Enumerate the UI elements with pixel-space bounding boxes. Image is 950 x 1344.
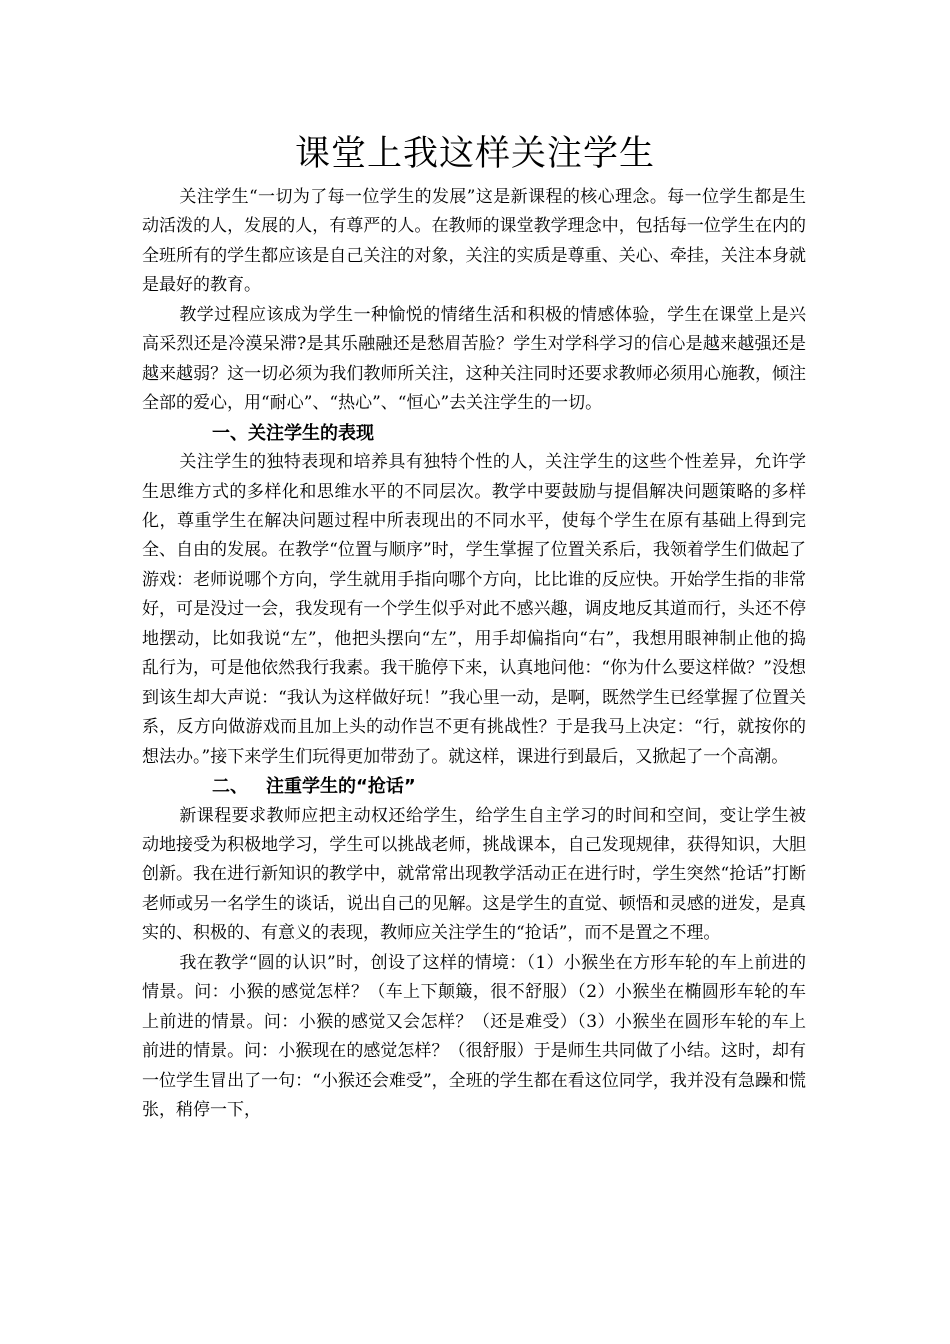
paragraph-teaching-process: 教学过程应该成为学生一种愉悦的情绪生活和积极的情感体验，学生在课堂上是兴高采烈还是冷漠呆滞?是其乐融融还是愁眉苦脸？学生对学科学习的信心是越来越强还是越来越弱？这一切必须为我们教师所关注，这种关注同时还要求教师必须用心施教，倾注全部的爱心，用“耐心”、“热心”、“恒心”去关注学生的一切。 bbox=[142, 304, 806, 414]
section-heading-2-text: 注重学生的“抢话” bbox=[266, 776, 416, 798]
paragraph-student-performance: 关注学生的独特表现和培养具有独特个性的人，关注学生的这些个性差异，允许学生思维方式的多样化和思维水平的不同层次。教学中要鼓励与提倡解决问题策略的多样化，尊重学生在解决问题过程中所表现出的不同水平，使每个学生在原有基础上得到完全、自由的发展。在教学“位置与顺序”时，学生掌握了位置关系后，我领着学生们做起了游戏：老师说哪个方向，学生就用手指向哪个方向，比比谁的反应快。开始学生指的非常好，可是没过一会，我发现有一个学生似乎对此不感兴趣，调皮地反其道而行，头还不停地摆动，比如我说“左”，他把头摆向“左”，用手却偏指向“右”，我想用眼神制止他的捣乱行为，可是他依然我行我素。我干脆停下来，认真地问他：“你为什么要这样做？”没想到该生却大声说：“我认为这样做好玩！”我心里一动，是啊，既然学生已经掌握了位置关系，反方向做游戏而且加上头的动作岂不更有挑战性？于是我马上决定：“行，就按你的想法办。”接下来学生们玩得更加带劲了。就这样，课进行到最后，又掀起了一个高潮。 bbox=[142, 452, 806, 767]
paragraph-intro: 关注学生“一切为了每一位学生的发展”这是新课程的核心理念。每一位学生都是生动活泼的人，发展的人，有尊严的人。在教师的课堂教学理念中，包括每一位学生在内的全班所有的学生都应该是自己关注的对象，关注的实质是尊重、关心、牵挂，关注本身就是最好的教育。 bbox=[142, 187, 806, 296]
section-heading-1: 一、关注学生的表现 bbox=[212, 422, 374, 444]
document-body bbox=[142, 183, 806, 1126]
paragraph-circle-lesson: 我在教学“圆的认识”时，创设了这样的情境：（1）小猴坐在方形车轮的车上前进的情景。问：小猴的感觉怎样？（车上下颠簸，很不舒服）（2）小猴坐在椭圆形车轮的车上前进的情景。问：小猴的感觉又会怎样？（还是难受）（3）小猴坐在圆形车轮的车上前进的情景。问：小猴现在的感觉怎样？（很舒服）于是师生共同做了小结。这时，却有一位学生冒出了一句：“小猴还会难受”，全班的学生都在看这位同学，我并没有急躁和慌张，稍停一下， bbox=[142, 952, 806, 1121]
section-heading-2 bbox=[142, 772, 806, 801]
paragraph-interrupting: 新课程要求教师应把主动权还给学生，给学生自主学习的时间和空间，变让学生被动地接受为积极地学习，学生可以挑战老师，挑战课本，自己发现规律，获得知识，大胆创新。我在进行新知识的教学中，就常常出现教学活动正在进行时，学生突然“抢话”打断老师或另一名学生的谈话，说出自己的见解。这是学生的直觉、顿悟和灵感的迸发，是真实的、积极的、有意义的表现，教师应关注学生的“抢话”，而不是置之不理。 bbox=[142, 805, 806, 944]
section-heading-2-number: 二、 bbox=[212, 776, 248, 798]
document-title: 课堂上我这样关注学生 bbox=[294, 134, 655, 174]
